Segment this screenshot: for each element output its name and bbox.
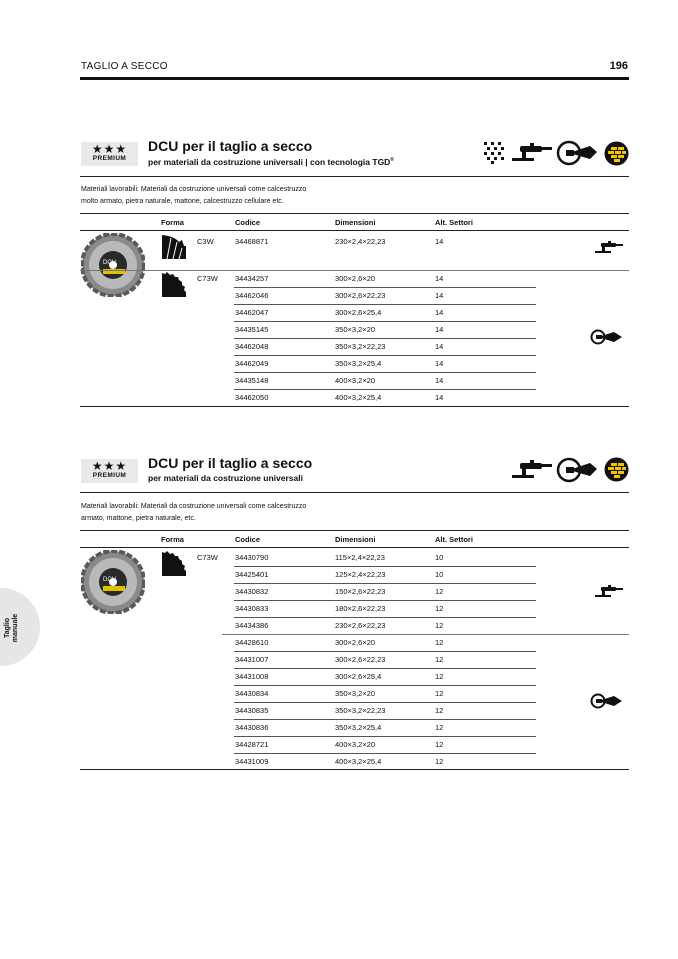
row-dimensioni: 300×2,6×25,4 xyxy=(335,308,382,317)
row-dimensioni: 300×2,6×20 xyxy=(335,638,376,647)
forma-label: C3W xyxy=(197,237,214,246)
brick-material-icon xyxy=(604,457,629,482)
product-subtitle: per materiali da costruzione universali xyxy=(148,473,303,483)
row-dimensioni: 400×3,2×25,4 xyxy=(335,393,382,402)
col-codice: Codice xyxy=(235,535,261,544)
row-dimensioni: 350×3,2×25,4 xyxy=(335,359,382,368)
col-dimensioni: Dimensioni xyxy=(335,218,376,227)
row-codice: 34430835 xyxy=(235,706,269,715)
col-alt-settori: Alt. Settori xyxy=(435,535,473,544)
row-rule xyxy=(234,753,536,754)
row-alt-settori: 12 xyxy=(435,689,444,698)
row-rule xyxy=(234,685,536,686)
row-codice: 34434257 xyxy=(235,274,269,283)
forma-label: C73W xyxy=(197,274,218,283)
section-title: TAGLIO A SECCO xyxy=(81,61,168,72)
group-divider xyxy=(80,270,629,271)
row-alt-settori: 10 xyxy=(435,553,444,562)
angle-grinder-icon xyxy=(594,584,624,600)
row-alt-settori: 12 xyxy=(435,672,444,681)
page-number: 196 xyxy=(609,60,628,72)
row-dimensioni: 230×2,4×22,23 xyxy=(335,237,386,246)
row-alt-settori: 14 xyxy=(435,325,444,334)
table-header-rule xyxy=(80,230,629,231)
row-codice: 34430833 xyxy=(235,604,269,613)
row-dimensioni: 350×3,2×22,23 xyxy=(335,706,386,715)
row-alt-settori: 12 xyxy=(435,587,444,596)
row-alt-settori: 12 xyxy=(435,638,444,647)
row-codice: 34462048 xyxy=(235,342,269,351)
row-rule xyxy=(234,566,536,567)
product-title: DCU per il taglio a secco xyxy=(148,455,313,471)
premium-badge: ★★★ PREMIUM xyxy=(81,459,138,483)
svg-text:DCU: DCU xyxy=(103,577,116,583)
group-divider xyxy=(222,634,629,635)
table-header-rule xyxy=(80,547,629,548)
segment-shape-c3w-icon xyxy=(161,234,187,260)
material-pattern-icon xyxy=(482,140,508,166)
col-codice: Codice xyxy=(235,218,261,227)
section-divider xyxy=(80,176,629,177)
row-rule xyxy=(234,617,536,618)
row-alt-settori: 10 xyxy=(435,570,444,579)
row-codice: 34434386 xyxy=(235,621,269,630)
table-top-rule xyxy=(80,213,629,214)
row-dimensioni: 125×2,4×22,23 xyxy=(335,570,386,579)
row-rule xyxy=(234,719,536,720)
row-codice: 34425401 xyxy=(235,570,269,579)
row-alt-settori: 14 xyxy=(435,308,444,317)
row-codice: 34430836 xyxy=(235,723,269,732)
row-codice: 34430790 xyxy=(235,553,269,562)
row-codice: 34431008 xyxy=(235,672,269,681)
col-forma: Forma xyxy=(161,535,184,544)
row-rule xyxy=(234,583,536,584)
row-codice: 34430832 xyxy=(235,587,269,596)
row-rule xyxy=(234,355,536,356)
table-top-rule xyxy=(80,530,629,531)
row-rule xyxy=(234,338,536,339)
row-alt-settori: 14 xyxy=(435,393,444,402)
header-rule xyxy=(80,77,629,80)
row-dimensioni: 400×3,2×20 xyxy=(335,376,376,385)
segment-shape-c73w-icon xyxy=(161,551,187,577)
row-codice: 34435148 xyxy=(235,376,269,385)
row-dimensioni: 350×3,2×20 xyxy=(335,325,376,334)
row-alt-settori: 14 xyxy=(435,237,444,246)
row-rule xyxy=(234,321,536,322)
row-alt-settori: 12 xyxy=(435,757,444,766)
materials-text: Materiali lavorabili: Materiali da costruzione universali come calcestruzzo molto armato, pietra naturale, mattone, calcestruzzo cellulare etc. xyxy=(81,186,307,205)
row-codice: 34468871 xyxy=(235,237,269,246)
cut-off-saw-icon xyxy=(556,140,598,166)
product-title: DCU per il taglio a secco xyxy=(148,138,313,154)
side-tab-label: Taglio manuale xyxy=(4,613,19,643)
table-bottom-rule xyxy=(80,769,629,770)
row-codice: 34430834 xyxy=(235,689,269,698)
diamond-blade-image xyxy=(81,550,145,614)
angle-grinder-icon xyxy=(594,240,624,256)
row-codice: 34435145 xyxy=(235,325,269,334)
row-dimensioni: 115×2,4×22,23 xyxy=(335,553,385,562)
row-codice: 34428610 xyxy=(235,638,269,647)
col-forma: Forma xyxy=(161,218,184,227)
angle-grinder-icon xyxy=(510,459,554,481)
table-bottom-rule xyxy=(80,406,629,407)
row-dimensioni: 350×3,2×25,4 xyxy=(335,723,382,732)
row-rule xyxy=(234,668,536,669)
section-divider xyxy=(80,492,629,493)
premium-badge: ★★★ PREMIUM xyxy=(81,142,138,166)
row-dimensioni: 400×3,2×20 xyxy=(335,740,376,749)
row-rule xyxy=(234,702,536,703)
row-rule xyxy=(234,304,536,305)
row-dimensioni: 180×2,6×22,23 xyxy=(335,604,386,613)
row-alt-settori: 12 xyxy=(435,706,444,715)
row-dimensioni: 300×2,6×20 xyxy=(335,274,376,283)
brick-material-icon xyxy=(604,141,629,166)
product-subtitle: per materiali da costruzione universali | con tecnologia TGD® xyxy=(148,157,395,167)
segment-shape-c73w-icon xyxy=(161,272,187,298)
row-alt-settori: 12 xyxy=(435,723,444,732)
row-codice: 34431007 xyxy=(235,655,269,664)
materials-text: Materiali lavorabili: Materiali da costruzione universali come calcestruzzo armato, mattone, pietra naturale, etc. xyxy=(81,503,307,522)
row-alt-settori: 12 xyxy=(435,655,444,664)
row-dimensioni: 150×2,6×22,23 xyxy=(335,587,386,596)
row-codice: 34462049 xyxy=(235,359,269,368)
row-dimensioni: 230×2,6×22,23 xyxy=(335,621,386,630)
row-codice: 34462046 xyxy=(235,291,269,300)
col-alt-settori: Alt. Settori xyxy=(435,218,473,227)
cut-off-saw-icon xyxy=(556,457,598,483)
row-alt-settori: 14 xyxy=(435,274,444,283)
col-dimensioni: Dimensioni xyxy=(335,535,376,544)
row-rule xyxy=(234,389,536,390)
row-dimensioni: 300×2,6×22,23 xyxy=(335,655,386,664)
row-alt-settori: 14 xyxy=(435,342,444,351)
row-dimensioni: 300×2,6×22,23 xyxy=(335,291,386,300)
row-alt-settori: 12 xyxy=(435,621,444,630)
cut-off-saw-icon xyxy=(590,329,624,345)
row-alt-settori: 14 xyxy=(435,291,444,300)
row-alt-settori: 12 xyxy=(435,604,444,613)
row-dimensioni: 400×3,2×25,4 xyxy=(335,757,382,766)
row-alt-settori: 14 xyxy=(435,359,444,368)
row-codice: 34428721 xyxy=(235,740,269,749)
row-alt-settori: 12 xyxy=(435,740,444,749)
row-codice: 34462047 xyxy=(235,308,269,317)
forma-label: C73W xyxy=(197,553,218,562)
row-dimensioni: 350×3,2×20 xyxy=(335,689,376,698)
svg-text:DCU: DCU xyxy=(103,260,116,266)
row-dimensioni: 300×2,6×25,4 xyxy=(335,672,382,681)
row-alt-settori: 14 xyxy=(435,376,444,385)
cut-off-saw-icon xyxy=(590,693,624,709)
row-dimensioni: 350×3,2×22,23 xyxy=(335,342,386,351)
row-rule xyxy=(234,372,536,373)
row-rule xyxy=(234,600,536,601)
row-codice: 34462050 xyxy=(235,393,269,402)
row-rule xyxy=(234,736,536,737)
row-rule xyxy=(234,651,536,652)
angle-grinder-icon xyxy=(510,142,554,164)
diamond-blade-image xyxy=(81,233,145,297)
row-rule xyxy=(234,287,536,288)
row-codice: 34431009 xyxy=(235,757,269,766)
